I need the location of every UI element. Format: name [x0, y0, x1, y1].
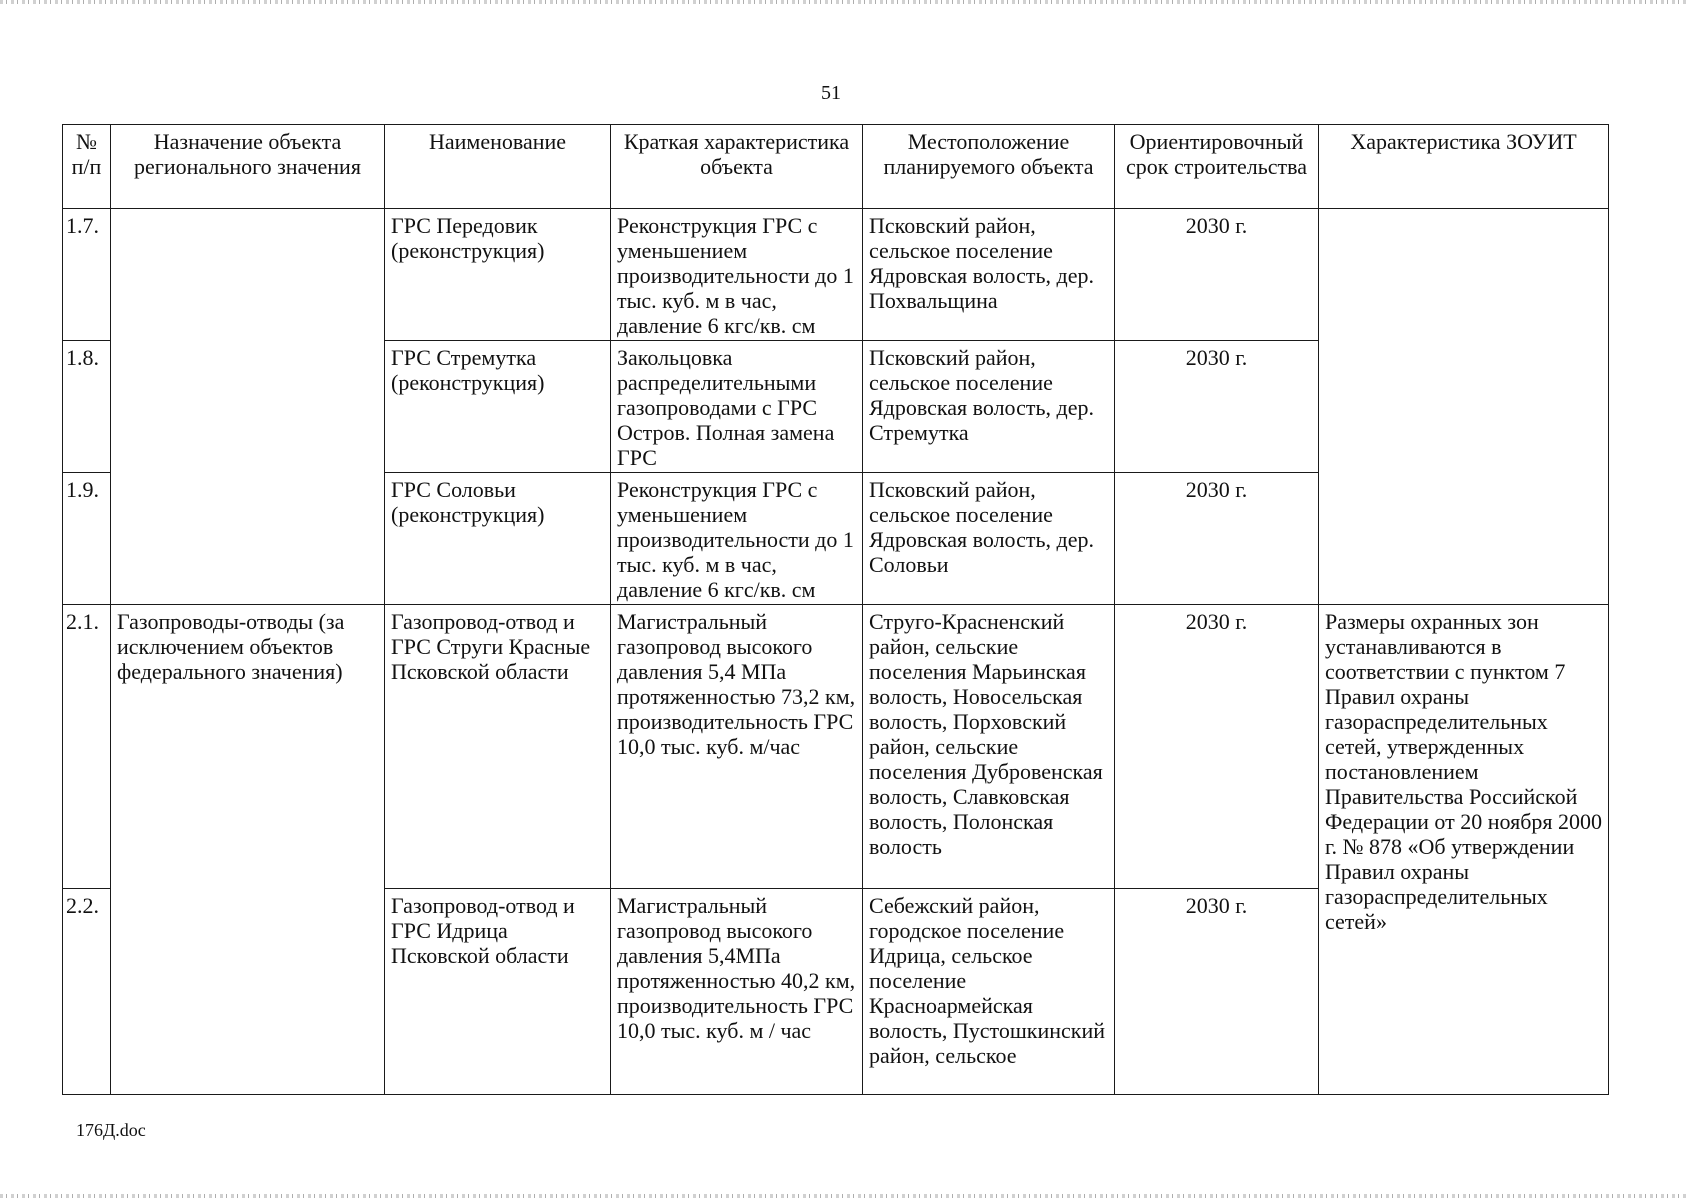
header-num: № п/п	[63, 125, 111, 209]
row-term: 2030 г.	[1115, 341, 1319, 473]
row-term: 2030 г.	[1115, 889, 1319, 1095]
row-location: Струго-Красненский район, сельские поселения Марьинская волость, Новосельская волость, Порховский район, сельские поселения Дубровенская волость, Славковская волость, Полонская волость	[863, 605, 1115, 889]
row-number: 2.1.	[63, 605, 111, 889]
header-name: Наименование	[385, 125, 611, 209]
row-location: Псковский район, сельское поселение Ядровская волость, дер. Соловьи	[863, 473, 1115, 605]
row-zone: Размеры охранных зон устанавливаются в соответствии с пунктом 7 Правил охраны газораспределительных сетей, утвержденных постановлением Правительства Российской Федерации от 20 ноября 2000 г. № 878 «Об утверждении Правил охраны газораспределительных сетей»	[1319, 605, 1609, 1095]
row-description: Магистральный газопровод высокого давления 5,4МПа протяженностью 40,2 км, производительность ГРС 10,0 тыс. куб. м / час	[611, 889, 863, 1095]
row-location: Псковский район, сельское поселение Ядровская волость, дер. Стремутка	[863, 341, 1115, 473]
row-location: Псковский район, сельское поселение Ядровская волость, дер. Похвальщина	[863, 209, 1115, 341]
header-term: Ориентировочный срок строительства	[1115, 125, 1319, 209]
row-name: ГРС Соловьи (реконструкция)	[385, 473, 611, 605]
row-term: 2030 г.	[1115, 209, 1319, 341]
footer-filename: 176Д.doc	[76, 1120, 146, 1140]
row-name: ГРС Передовик (реконструкция)	[385, 209, 611, 341]
row-number: 2.2.	[63, 889, 111, 1095]
row-description: Реконструкция ГРС с уменьшением производительности до 1 тыс. куб. м в час, давление 6 кгс/кв. см	[611, 209, 863, 341]
page-number: 51	[821, 82, 841, 104]
row-term: 2030 г.	[1115, 605, 1319, 889]
scan-edge-top	[0, 0, 1686, 4]
objects-table	[62, 124, 1609, 1095]
row-name: Газопровод-отвод и ГРС Струги Красные Псковской области	[385, 605, 611, 889]
row-description: Реконструкция ГРС с уменьшением производительности до 1 тыс. куб. м в час, давление 6 кгс/кв. см	[611, 473, 863, 605]
row-name: ГРС Стремутка (реконструкция)	[385, 341, 611, 473]
scan-edge-bottom	[0, 1194, 1686, 1198]
row-number: 1.8.	[63, 341, 111, 473]
table-header-row	[63, 125, 1609, 209]
row-name: Газопровод-отвод и ГРС Идрица Псковской области	[385, 889, 611, 1095]
row-term: 2030 г.	[1115, 473, 1319, 605]
row-number: 1.7.	[63, 209, 111, 341]
table-row	[63, 209, 1609, 341]
header-zone: Характеристика ЗОУИТ	[1319, 125, 1609, 209]
header-purpose: Назначение объекта регионального значения	[111, 125, 385, 209]
row-zone-empty	[1319, 209, 1609, 605]
row-description: Закольцовка распределительными газопроводами с ГРС Остров. Полная замена ГРС	[611, 341, 863, 473]
table-row	[63, 605, 1609, 889]
row-location: Себежский район, городское поселение Идрица, сельское поселение Красноармейская волость, Пустошкинский район, сельское	[863, 889, 1115, 1095]
header-location: Местоположение планируемого объекта	[863, 125, 1115, 209]
header-description: Краткая характеристика объекта	[611, 125, 863, 209]
row-number: 1.9.	[63, 473, 111, 605]
row-description: Магистральный газопровод высокого давления 5,4 МПа протяженностью 73,2 км, производительность ГРС 10,0 тыс. куб. м/час	[611, 605, 863, 889]
row-purpose-empty	[111, 209, 385, 605]
row-purpose: Газопроводы-отводы (за исключением объектов федерального значения)	[111, 605, 385, 1095]
